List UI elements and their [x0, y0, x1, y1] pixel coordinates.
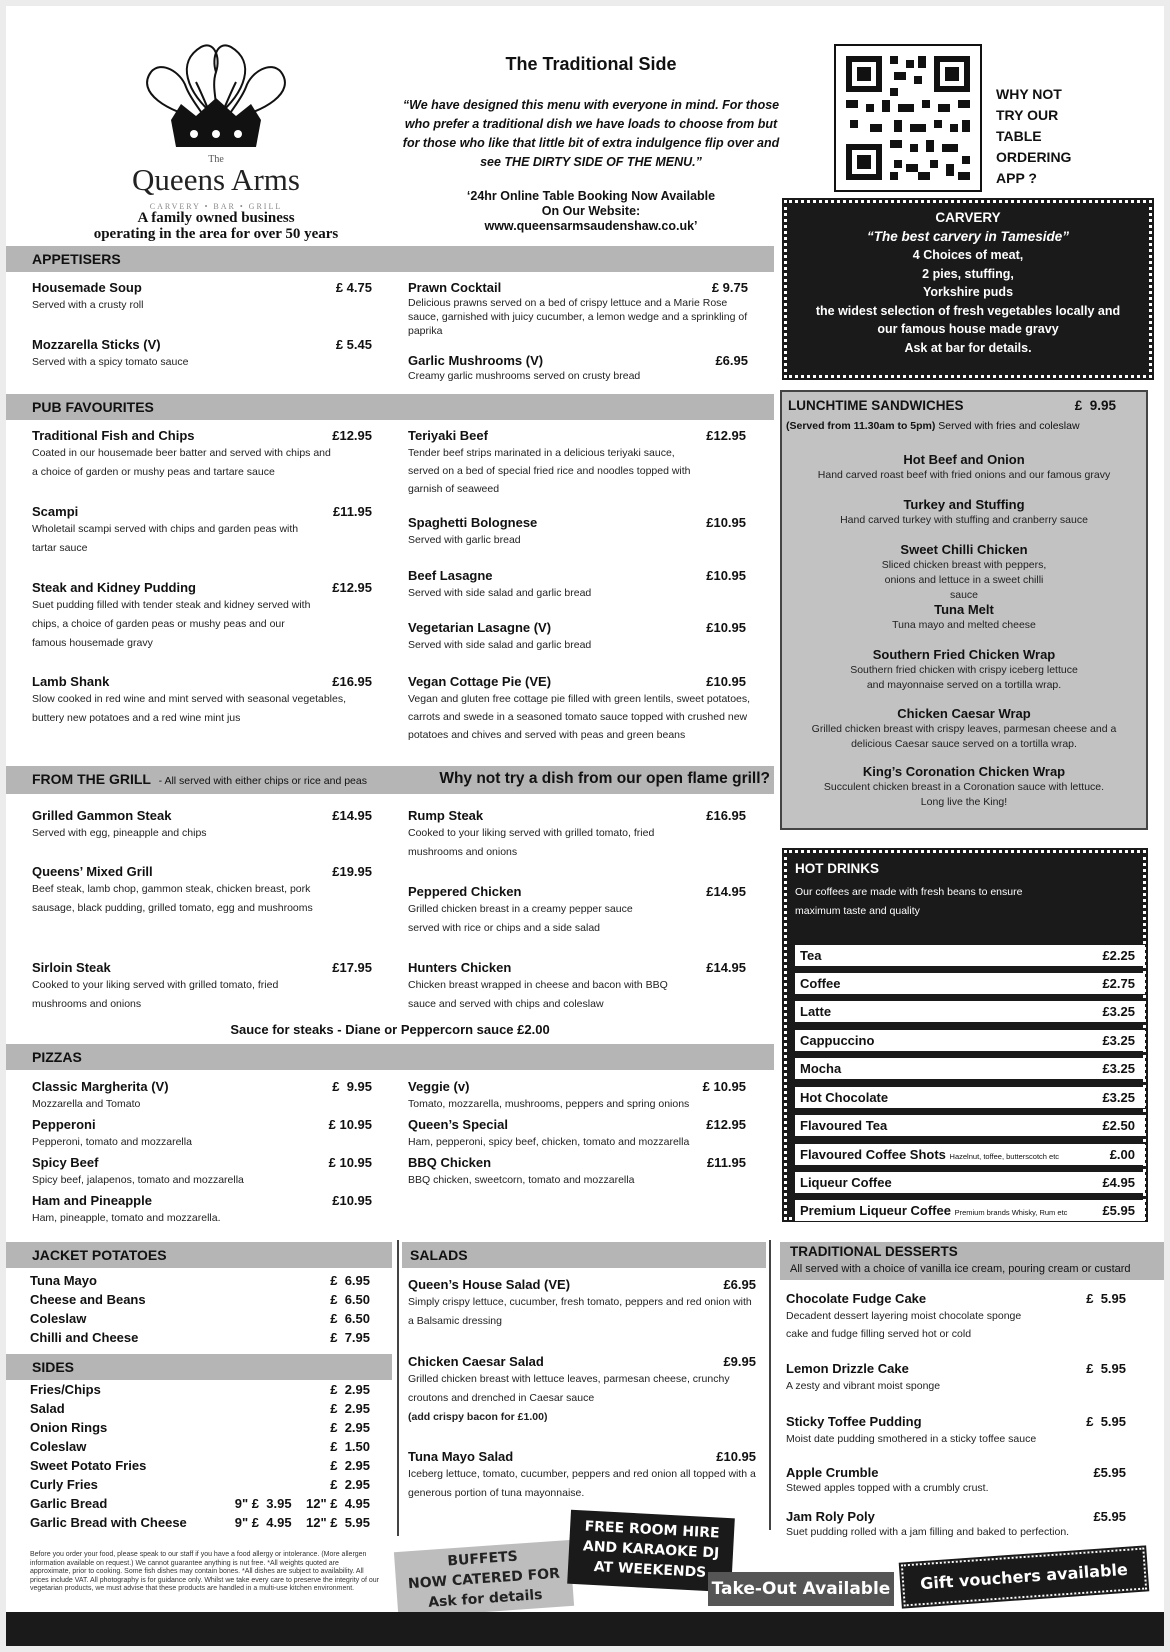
menu-item [32, 1117, 372, 1152]
drink-price: £3.25 [1102, 1090, 1135, 1105]
jacket-name: Coleslaw [30, 1311, 87, 1326]
hot-drinks-intro: Our coffees are made with fresh beans to ensure maximum taste and quality [795, 886, 1023, 917]
appetisers-heading: APPETISERS [6, 246, 774, 272]
item-desc: Ham, pineapple, tomato and mozzarella. [32, 1212, 221, 1224]
item-desc: Pepperoni, tomato and mozzarella [32, 1136, 192, 1148]
item-desc: Moist date pudding smothered in a sticky toffee sauce [786, 1433, 1037, 1445]
jacket-name: Tuna Mayo [30, 1273, 97, 1288]
menu-item [408, 1117, 746, 1152]
item-price: £ 5.95 [1086, 1361, 1126, 1376]
item-desc: Coated in our housemade beer batter and served with chips and a choice of garden or mushy peas and tartare sauce [32, 447, 331, 478]
carvery-line-2: 2 pies, stuffing, [922, 266, 1014, 281]
drink-name: Flavoured Coffee Shots [800, 1147, 946, 1162]
item-name: Traditional Fish and Chips [32, 428, 195, 443]
booking-line-1: ‘24hr Online Table Booking Now Available [466, 189, 716, 203]
carvery-line-3: Yorkshire puds [922, 285, 1014, 299]
side-row [30, 1437, 370, 1456]
item-name: Queen’s Special [408, 1117, 508, 1132]
item-price: £16.95 [332, 674, 372, 689]
drink-row [795, 1030, 1145, 1051]
salads-heading: SALADS [402, 1242, 766, 1268]
menu-item [408, 353, 748, 383]
side-price: £ 1.50 [330, 1439, 370, 1454]
room-hire-line-3: AT WEEKENDS [593, 1559, 707, 1581]
menu-item [408, 808, 746, 862]
drink-name: Coffee [800, 976, 841, 991]
item-price: £10.95 [716, 1449, 756, 1464]
menu-item [786, 1291, 1126, 1343]
jacket-name: Cheese and Beans [30, 1292, 146, 1307]
item-name: Vegetarian Lasagne (V) [408, 620, 552, 635]
menu-item [786, 1414, 1126, 1449]
menu-item [408, 1354, 756, 1427]
grill-subheading: - All served with either chips or rice and peas [158, 775, 367, 787]
item-desc: Served with side salad and garlic bread [408, 587, 592, 599]
side-name: Sweet Potato Fries [30, 1458, 147, 1473]
sandwich-item [782, 647, 1146, 693]
jacket-price: £ 6.50 [330, 1311, 370, 1326]
item-name: Prawn Cocktail [408, 280, 502, 295]
carvery-title: CARVERY [935, 210, 1001, 225]
drink-row [795, 1115, 1145, 1136]
sandwich-desc: Southern fried chicken with crispy iceberg lettuce and mayonnaise served on a tortilla wrap. [850, 664, 1078, 691]
drink-price: £.00 [1109, 1147, 1135, 1162]
pizzas-heading: PIZZAS [6, 1044, 774, 1070]
sandwich-name: Chicken Caesar Wrap [897, 706, 1031, 721]
menu-item [32, 1079, 372, 1114]
item-price: £10.95 [706, 568, 746, 583]
sandwich-desc: Tuna mayo and melted cheese [892, 619, 1036, 631]
menu-item [408, 884, 746, 938]
menu-item [32, 808, 372, 843]
side-row [30, 1494, 370, 1513]
logo-tagline: CARVERY • BAR • GRILL [149, 202, 283, 211]
drink-name: Premium Liqueur Coffee [800, 1203, 951, 1218]
item-desc: Served with a spicy tomato sauce [32, 356, 189, 368]
sandwich-item [782, 764, 1146, 810]
drink-row [795, 973, 1145, 994]
side-price: £ 2.95 [330, 1401, 370, 1416]
room-hire-line-2: AND KARAOKE DJ [582, 1538, 720, 1562]
item-name: Veggie (v) [408, 1079, 470, 1094]
takeout-banner: Take-Out Available [708, 1572, 894, 1606]
item-price: £5.95 [1093, 1509, 1126, 1524]
side-name: Garlic Bread with Cheese [30, 1515, 187, 1530]
business-line-1: A family owned business [137, 210, 295, 226]
item-desc: Creamy garlic mushrooms served on crusty bread [408, 370, 641, 382]
side-price: £ 2.95 [330, 1477, 370, 1492]
item-desc: Served with a crusty roll [32, 299, 144, 311]
item-price: £12.95 [332, 580, 372, 595]
buffets-line-3: Ask for details [427, 1586, 544, 1611]
menu-item [32, 864, 372, 918]
column-divider [769, 1240, 771, 1530]
sandwich-name: Southern Fried Chicken Wrap [872, 647, 1056, 662]
app-prompt-line-3: TABLE [996, 128, 1042, 144]
sandwich-name: Hot Beef and Onion [903, 452, 1025, 467]
menu-item [408, 515, 746, 550]
item-name: Teriyaki Beef [408, 428, 488, 443]
carvery-line-1: 4 Choices of meat, [912, 248, 1024, 262]
side-price: £ 2.95 [330, 1420, 370, 1435]
side-price: 9" £ 4.95 12" £ 5.95 [234, 1515, 370, 1530]
drink-row [795, 1200, 1145, 1221]
item-name: Lemon Drizzle Cake [786, 1361, 909, 1376]
sandwich-name: Sweet Chilli Chicken [900, 542, 1028, 557]
sandwich-desc: Grilled chicken breast with crispy leaves, parmesan cheese and a delicious Caesar sauce served on a tortilla wrap. [811, 723, 1117, 750]
item-name: Beef Lasagne [408, 568, 493, 583]
jacket-potatoes-heading: JACKET POTATOES [6, 1242, 392, 1268]
menu-item [32, 337, 372, 372]
hot-drinks-heading: HOT DRINKS [795, 861, 879, 876]
item-name: Queen’s House Salad (VE) [408, 1277, 571, 1292]
drink-row [795, 1058, 1145, 1079]
item-desc: Chicken breast wrapped in cheese and bacon with BBQ sauce and served with chips and coleslaw [408, 979, 668, 1010]
item-price: £ 10.95 [328, 1155, 372, 1170]
pub-favourites-heading: PUB FAVOURITES [6, 394, 774, 420]
item-extra: (add crispy bacon for £1.00) [408, 1411, 548, 1423]
item-name: Rump Steak [408, 808, 484, 823]
item-name: Peppered Chicken [408, 884, 522, 899]
side-name: Coleslaw [30, 1439, 87, 1454]
item-desc: Suet pudding rolled with a jam filling and baked to perfection. [786, 1526, 1070, 1538]
item-desc: Cooked to your liking served with grilled tomato, fried mushrooms and onions [408, 827, 655, 858]
jacket-row [30, 1328, 370, 1347]
item-desc: Suet pudding filled with tender steak and kidney served with chips, a choice of garden peas or mushy peas and our famous housemade gravy [32, 599, 311, 649]
item-name: Spicy Beef [32, 1155, 99, 1170]
item-price: £14.95 [706, 884, 746, 899]
menu-item [408, 568, 746, 603]
item-name: Ham and Pineapple [32, 1193, 152, 1208]
desserts-subheading: All served with a choice of vanilla ice cream, pouring cream or custard [790, 1263, 1131, 1275]
item-name: Tuna Mayo Salad [408, 1449, 514, 1464]
item-desc: Tomato, mozzarella, mushrooms, peppers and spring onions [408, 1098, 690, 1110]
drink-name: Tea [800, 948, 822, 963]
crown-feathers-icon [106, 32, 326, 152]
intro-quote: “We have designed this menu with everyone in mind. For those who prefer a traditional dish we have loads to choose from but for those who like that little bit of extra indulgence flip over and see THE DIRTY SIDE OF THE MENU.” [402, 98, 780, 169]
side-row [30, 1380, 370, 1399]
item-price: £ 5.45 [335, 337, 372, 352]
item-price: £ 10.95 [702, 1079, 746, 1094]
item-desc: Grilled chicken breast in a creamy pepper sauce served with rice or chips and a side salad [408, 903, 633, 934]
item-name: Chicken Caesar Salad [408, 1354, 544, 1369]
item-name: BBQ Chicken [408, 1155, 492, 1170]
item-name: Lamb Shank [32, 674, 110, 689]
item-desc: Served with side salad and garlic bread [408, 639, 592, 651]
drink-row [795, 945, 1145, 966]
logo-small-text: The [208, 154, 224, 165]
item-desc: Iceberg lettuce, tomato, cucumber, peppers and red onion all topped with a generous portion of tuna mayonnaise. [408, 1468, 756, 1499]
drink-price: £3.25 [1102, 1061, 1135, 1076]
logo-name: Queens Arms [132, 162, 300, 197]
side-name: Salad [30, 1401, 65, 1416]
item-name: Steak and Kidney Pudding [32, 580, 196, 595]
menu-item [786, 1509, 1126, 1539]
item-price: £ 4.75 [335, 280, 372, 295]
jacket-name: Chilli and Cheese [30, 1330, 139, 1345]
item-price: £11.95 [332, 504, 372, 519]
item-price: £19.95 [332, 864, 372, 879]
item-desc: Grilled chicken breast with lettuce leaves, parmesan cheese, crunchy croutons and drenched in Caesar sauce [408, 1373, 730, 1404]
drink-price: £4.95 [1102, 1175, 1135, 1190]
sandwiches-price: £ 9.95 [1074, 398, 1116, 413]
item-desc: Tender beef strips marinated in a delicious teriyaki sauce, served on a bed of special fried rice and noodles topped with garnish of seaweed [408, 447, 691, 495]
item-name: Chocolate Fudge Cake [786, 1291, 927, 1306]
menu-item [32, 280, 372, 315]
item-price: £6.95 [723, 1277, 756, 1292]
item-name: Sticky Toffee Pudding [786, 1414, 922, 1429]
sandwich-desc: Sliced chicken breast with peppers, onions and lettuce in a sweet chilli sauce [881, 559, 1047, 601]
qr-code-icon [836, 46, 980, 190]
side-row [30, 1513, 370, 1532]
menu-item [32, 674, 372, 728]
item-name: Jam Roly Poly [786, 1509, 875, 1524]
item-name: Scampi [32, 504, 79, 519]
item-price: £12.95 [706, 1117, 746, 1132]
menu-item [32, 504, 372, 558]
business-line-2: operating in the area for over 50 years [93, 226, 339, 242]
sandwich-desc: Hand carved turkey with stuffing and cranberry sauce [840, 514, 1088, 526]
item-price: £10.95 [706, 620, 746, 635]
item-desc: Ham, pepperoni, spicy beef, chicken, tomato and mozzarella [408, 1136, 690, 1148]
item-name: Apple Crumble [786, 1465, 879, 1480]
menu-page [6, 6, 1164, 1646]
hot-drinks-panel [784, 850, 1146, 1220]
booking-line-2: On Our Website: [541, 204, 641, 218]
item-desc: Cooked to your liking served with grilled tomato, fried mushrooms and onions [32, 979, 279, 1010]
menu-item [408, 280, 748, 338]
item-price: £ 5.95 [1086, 1291, 1126, 1306]
item-price: £9.95 [723, 1354, 756, 1369]
sandwiches-served-times: (Served from 11.30am to 5pm) [786, 420, 936, 432]
menu-item [786, 1361, 1126, 1396]
item-name: Sirloin Steak [32, 960, 111, 975]
drink-price: £5.95 [1102, 1203, 1135, 1218]
item-price: £ 9.75 [711, 280, 748, 295]
menu-item [786, 1465, 1126, 1495]
carvery-tagline: “The best carvery in Tameside” [866, 228, 1070, 244]
bottom-bar [6, 1612, 1164, 1646]
jacket-price: £ 6.50 [330, 1292, 370, 1307]
carvery-box [784, 200, 1152, 378]
desserts-heading: TRADITIONAL DESSERTS [790, 1244, 958, 1259]
grill-heading: FROM THE GRILL [32, 771, 151, 787]
sides-heading: SIDES [6, 1354, 392, 1380]
item-name: Garlic Mushrooms (V) [408, 353, 544, 368]
app-prompt-line-4: ORDERING [996, 149, 1072, 165]
item-desc: Served with garlic bread [408, 534, 521, 546]
drink-note: Hazelnut, toffee, butterscotch etc [949, 1152, 1060, 1161]
drink-name: Hot Chocolate [800, 1090, 889, 1105]
side-name: Fries/Chips [30, 1382, 101, 1397]
sandwich-name: Turkey and Stuffing [903, 497, 1025, 512]
sandwich-item [782, 497, 1146, 528]
app-prompt [996, 84, 1116, 189]
drink-price: £2.75 [1102, 976, 1135, 991]
allergen-notice: Before you order your food, please speak to our staff if you have a food allergy or intolerance. (More allergen information available on request.) We cannot guarantee anything is nut free. *All weights quoted are approximate, prior to cooking. Some fish dishes may contain bones. *All dishes are subject to availability. All prices include VAT. All photography is for guidance only. Whilst we take every care to preserve the integrity of our vegetarian products, we must advise that these products are handled in a multi-use kitchen environment. [30, 1551, 380, 1592]
menu-title: The Traditional Side [505, 54, 677, 74]
jacket-price: £ 6.95 [330, 1273, 370, 1288]
sandwiches-panel [780, 390, 1148, 830]
sandwich-name: Tuna Melt [934, 602, 994, 617]
sandwiches-served [786, 420, 1080, 432]
side-name: Garlic Bread [30, 1496, 108, 1511]
menu-item [408, 620, 746, 655]
jacket-row [30, 1309, 370, 1328]
sandwiches-served-sides: Served with fries and coleslaw [935, 420, 1080, 432]
jacket-row [30, 1271, 370, 1290]
menu-item [408, 1277, 756, 1331]
side-row [30, 1418, 370, 1437]
menu-item [408, 1079, 746, 1114]
drink-price: £2.25 [1102, 948, 1135, 963]
item-price: £10.95 [332, 1193, 372, 1208]
item-price: £6.95 [715, 353, 748, 368]
drink-row [795, 1001, 1145, 1022]
drink-name: Flavoured Tea [800, 1118, 888, 1133]
menu-item [408, 1449, 756, 1503]
sandwich-desc: Hand carved roast beef with fried onions and our famous gravy [817, 469, 1111, 481]
drink-row [795, 1087, 1145, 1108]
item-name: Queens’ Mixed Grill [32, 864, 153, 879]
menu-item [408, 428, 746, 498]
jacket-price: £ 7.95 [330, 1330, 370, 1345]
menu-item [408, 960, 746, 1014]
menu-item [32, 580, 372, 653]
drink-row [795, 1172, 1145, 1193]
item-desc: Served with egg, pineapple and chips [32, 827, 207, 839]
item-desc: A zesty and vibrant moist sponge [786, 1380, 941, 1392]
sandwich-desc: Succulent chicken breast in a Coronation sauce with lettuce. Long live the King! [823, 781, 1105, 808]
item-price: £ 9.95 [332, 1079, 372, 1094]
item-desc: Beef steak, lamb chop, gammon steak, chicken breast, pork sausage, black pudding, grilled tomato, egg and mushrooms [32, 883, 313, 914]
carvery-line-6: Ask at bar for details. [904, 340, 1032, 355]
drink-price: £3.25 [1102, 1004, 1135, 1019]
buffets-line-2: NOW CATERED FOR [407, 1565, 561, 1593]
item-price: £ 5.95 [1086, 1414, 1126, 1429]
sandwich-item [782, 542, 1146, 603]
app-prompt-line-2: TRY OUR [996, 107, 1059, 123]
item-price: £16.95 [706, 808, 746, 823]
item-desc: Decadent dessert layering moist chocolate sponge cake and fudge filling served hot or cold [786, 1310, 1022, 1340]
drink-price: £2.50 [1102, 1118, 1135, 1133]
side-row [30, 1456, 370, 1475]
qr-code[interactable] [834, 44, 982, 192]
app-prompt-line-5: APP ? [996, 170, 1037, 186]
side-price: 9" £ 3.95 12" £ 4.95 [234, 1496, 370, 1511]
item-desc: Wholetail scampi served with chips and garden peas with tartar sauce [32, 523, 299, 554]
menu-item [32, 1155, 372, 1190]
sandwich-item [782, 452, 1146, 483]
grill-heading-bar [6, 766, 774, 794]
item-price: £14.95 [332, 808, 372, 823]
drink-name: Mocha [800, 1061, 842, 1076]
desserts-heading-bar [780, 1242, 1164, 1280]
drink-row [795, 1144, 1145, 1165]
gift-vouchers-banner: Gift vouchers available [901, 1548, 1147, 1607]
item-name: Spaghetti Bolognese [408, 515, 538, 530]
side-price: £ 2.95 [330, 1458, 370, 1473]
item-desc: Delicious prawns served on a bed of crispy lettuce and a Marie Rose sauce, garnished with juicy cucumber, a lemon wedge and a sprinkling of paprika [408, 297, 748, 337]
item-price: £17.95 [332, 960, 372, 975]
item-price: £ 10.95 [328, 1117, 372, 1132]
drink-name: Latte [800, 1004, 832, 1019]
item-desc: Vegan and gluten free cottage pie filled with green lentils, sweet potatoes, carrots and swede in a seasoned tomato sauce topped with crushed new potatoes and chives and served with peas and green beans [408, 693, 751, 741]
jacket-row [30, 1290, 370, 1309]
menu-item [408, 674, 751, 744]
carvery-line-4: the widest selection of fresh vegetables locally and [815, 303, 1121, 318]
drink-price: £3.25 [1102, 1033, 1135, 1048]
sandwich-item [782, 602, 1146, 633]
menu-item [408, 1155, 746, 1190]
item-desc: Stewed apples topped with a crumbly crust. [786, 1482, 989, 1494]
item-name: Grilled Gammon Steak [32, 808, 172, 823]
side-name: Onion Rings [30, 1420, 108, 1435]
sandwich-item [782, 706, 1146, 752]
item-price: £12.95 [706, 428, 746, 443]
item-desc: BBQ chicken, sweetcorn, tomato and mozzarella [408, 1174, 635, 1186]
item-price: £14.95 [706, 960, 746, 975]
side-row [30, 1475, 370, 1494]
menu-item [32, 960, 372, 1014]
side-name: Curly Fries [30, 1477, 98, 1492]
item-name: Pepperoni [32, 1117, 96, 1132]
item-price: £10.95 [706, 515, 746, 530]
item-desc: Spicy beef, jalapenos, tomato and mozzarella [32, 1174, 244, 1186]
carvery-line-5: our famous house made gravy [877, 322, 1059, 336]
item-name: Mozzarella Sticks (V) [32, 337, 161, 352]
item-desc: Slow cooked in red wine and mint served with seasonal vegetables, buttery new potatoes and a red wine mint jus [32, 693, 347, 724]
buffets-banner [394, 1540, 574, 1618]
sandwiches-heading: LUNCHTIME SANDWICHES [788, 398, 964, 413]
drink-name: Liqueur Coffee [800, 1175, 892, 1190]
side-price: £ 2.95 [330, 1382, 370, 1397]
item-desc: Mozzarella and Tomato [32, 1098, 141, 1110]
item-price: £10.95 [706, 674, 746, 689]
side-row [30, 1399, 370, 1418]
website-link[interactable]: www.queensarmsaudenshaw.co.uk’ [484, 219, 698, 233]
room-hire-line-1: FREE ROOM HIRE [584, 1518, 720, 1542]
item-name: Housemade Soup [32, 280, 142, 295]
item-name: Vegan Cottage Pie (VE) [408, 674, 552, 689]
drink-name: Cappuccino [800, 1033, 875, 1048]
sauce-note: Sauce for steaks - Diane or Peppercorn sauce £2.00 [230, 1022, 550, 1037]
item-price: £12.95 [332, 428, 372, 443]
menu-item [32, 1193, 372, 1228]
menu-item [32, 428, 372, 482]
buffets-line-1: BUFFETS [446, 1548, 519, 1570]
item-desc: Simply crispy lettuce, cucumber, fresh tomato, peppers and red onion with a Balsamic dressing [408, 1296, 752, 1327]
item-price: £5.95 [1093, 1465, 1126, 1480]
item-name: Hunters Chicken [408, 960, 512, 975]
grill-promo: Why not try a dish from our open flame grill? [439, 770, 770, 787]
app-prompt-line-1: WHY NOT [996, 86, 1062, 102]
sandwich-name: King’s Coronation Chicken Wrap [862, 764, 1066, 779]
column-divider [397, 1240, 399, 1536]
item-price: £11.95 [706, 1155, 746, 1170]
drink-note: Premium brands Whisky, Rum etc [954, 1208, 1068, 1217]
item-name: Classic Margherita (V) [32, 1079, 169, 1094]
